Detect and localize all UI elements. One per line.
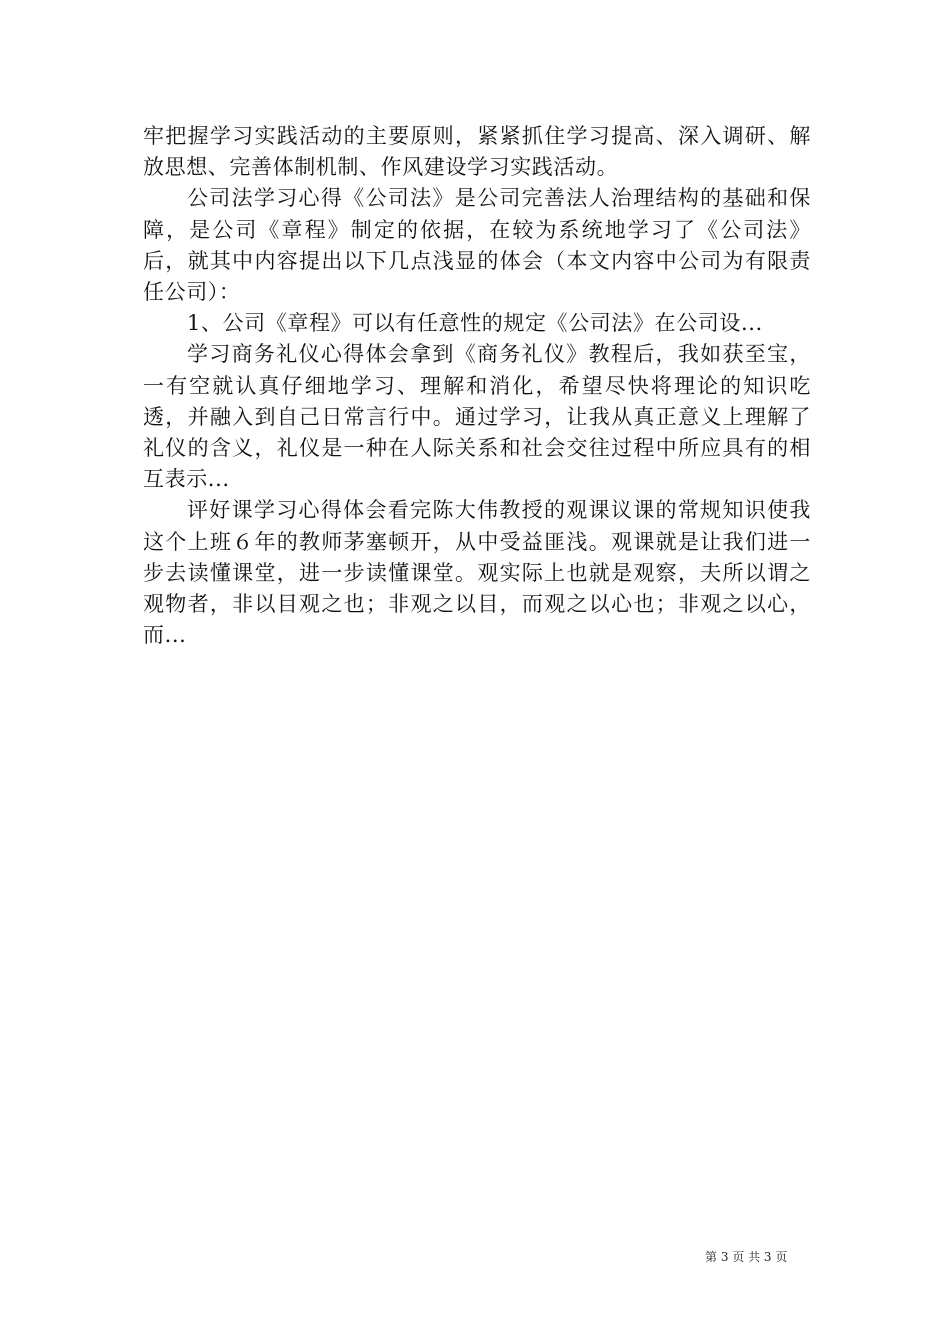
paragraph: 1、公司《章程》可以有任意性的规定《公司法》在公司设... bbox=[187, 311, 763, 336]
paragraph: 牢把握学习实践活动的主要原则，紧紧抓住学习提高、深入调研、解放思想、完善体制机制、作风建设学习实践活动。 bbox=[143, 124, 811, 180]
document-body bbox=[143, 121, 811, 651]
page-number-footer: 第 3 页 共 3 页 bbox=[705, 1250, 788, 1264]
paragraph: 学习商务礼仪心得体会拿到《商务礼仪》教程后，我如获至宝，一有空就认真仔细地学习、理解和消化，希望尽快将理论的知识吃透，并融入到自己日常言行中。通过学习，让我从真正意义上理解了礼仪的含义，礼仪是一种在人际关系和社会交往过程中所应具有的相互表示... bbox=[143, 342, 811, 492]
paragraph: 评好课学习心得体会看完陈大伟教授的观课议课的常规知识使我这个上班６年的教师茅塞顿开，从中受益匪浅。观课就是让我们进一步去读懂课堂，进一步读懂课堂。观实际上也就是观察，夫所以谓之观物者，非以目观之也；非观之以目，而观之以心也；非观之以心，而... bbox=[143, 498, 811, 648]
paragraph: 公司法学习心得《公司法》是公司完善法人治理结构的基础和保障，是公司《章程》制定的依据，在较为系统地学习了《公司法》后，就其中内容提出以下几点浅显的体会（本文内容中公司为有限责任公司）： bbox=[143, 186, 811, 305]
